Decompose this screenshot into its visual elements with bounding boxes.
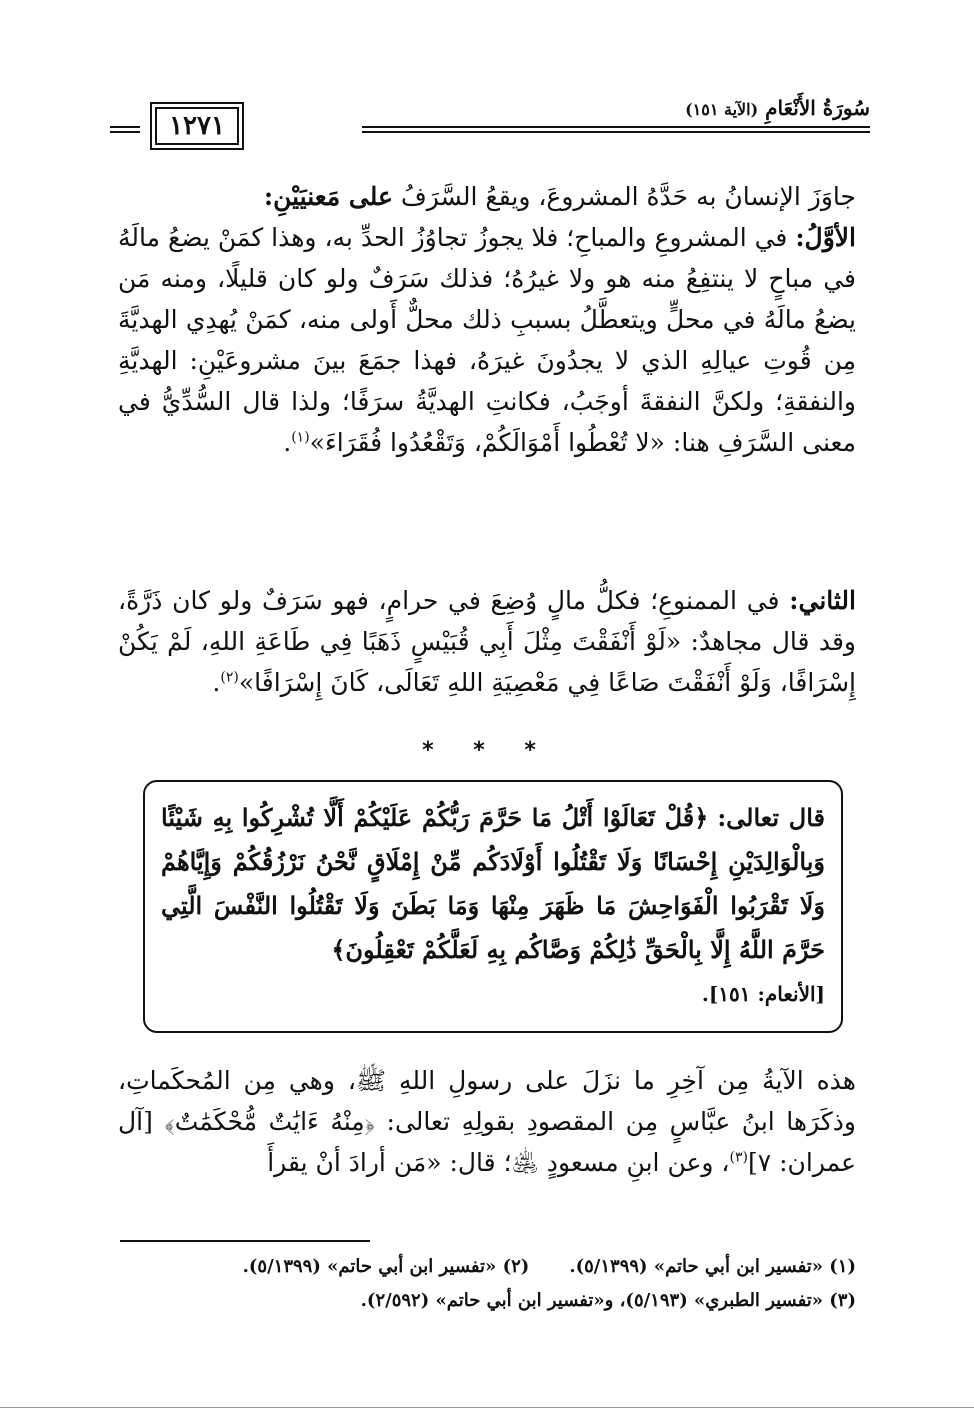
first-text: في المشروعِ والمباحِ؛ فلا يجوزُ تجاوُزُ الحدِّ به، وهذا كمَنْ يضعُ مالَهُ في مباحٍ لا ينتفِعُ منه هو ولا غيرُهُ؛ فذلك سَرَفٌ ولو كان قليلًا، ومنه مَن يضعُ مالَهُ في محلٍّ ويتعطَّلُ بسببِ ذلك محلٌّ أَولى منه، كمَنْ يُهدِي الهديَّةَ مِن قُوتِ عيالِهِ الذي لا يجدُونَ غيرَهُ، فهذا جمَعَ بينَ مشروعَيْنِ: الهديَّةِ والنفقةِ؛ ولكنَّ النفقةَ أوجَبُ، فكانتِ الهديَّةُ سرَفًا؛ ولذا قال السُّدِّيُّ في معنى السَّرَفِ هنا: «لا تُعْطُوا أَمْوَالَكُمْ، وَتَقْعُدُوا فُقَرَاءَ» [117, 223, 856, 457]
footnote-number: (١) [829, 1256, 856, 1277]
section-first-meanings [118, 176, 856, 463]
second-label: الثاني: [789, 586, 856, 615]
footnote-text: «تفسير الطبري» (٥/١٩٣)، و«تفسير ابن أبي حاتم» (٢/٥٩٢). [360, 1290, 823, 1311]
verse-intro: قال تعالى: [717, 803, 825, 832]
footnote-2 [243, 1250, 530, 1284]
footnote-divider [120, 1240, 370, 1242]
section-commentary [118, 1060, 856, 1183]
intro-bold: على مَعنيَيْنِ: [263, 182, 393, 211]
header-rule-right [362, 126, 870, 133]
section-separator: * * * [422, 738, 552, 763]
aya-reference: (الآية ١٥١) [685, 100, 759, 119]
footnote-text: «تفسير ابن أبي حاتم» (٥/١٣٩٩). [569, 1256, 823, 1277]
section-second-meaning [118, 580, 856, 703]
verse-box [143, 780, 843, 1033]
footnote-row [118, 1284, 856, 1318]
verse-reference: [الأنعام: ١٥١]. [701, 982, 825, 1006]
footnote-ref-1[interactable]: (١) [291, 429, 310, 446]
footnote-1 [569, 1250, 856, 1284]
second-end: . [212, 668, 221, 697]
surah-name: سُورَةُ الأَنْعَامِ [765, 96, 870, 120]
page-header [110, 96, 870, 156]
first-end: . [283, 428, 292, 457]
footnote-3 [361, 1284, 856, 1318]
footnote-row [118, 1250, 856, 1284]
intro-text: جاوَزَ الإنسانُ به حَدَّهُ المشروعَ، ويقعُ السَّرَفُ [400, 182, 856, 211]
header-rule-left [110, 126, 140, 133]
second-text: في الممنوعِ؛ فكلُّ مالٍ وُضِعَ في حرامٍ، فهو سَرَفٌ ولو كان ذَرَّةً، وقد قال مجاهدٌ: «لَوْ أَنْفَقْتَ مِثْلَ أَبِي قُبَيْسٍ ذَهَبًا فِي طَاعَةِ اللهِ، لَمْ يَكُنْ إِسْرَافًا، وَلَوْ أَنْفَقْتَ صَاعًا فِي مَعْصِيَةِ اللهِ تَعَالَى، كَانَ إِسْرَافًا» [118, 586, 856, 697]
footnote-ref-3[interactable]: (٣) [729, 1149, 748, 1166]
surah-title [685, 96, 870, 124]
scan-edge-line [0, 1407, 974, 1408]
commentary-end: ، وعن ابنِ مسعودٍ ﵁؛ قال: «مَن أرادَ أنْ يقرأَ [267, 1148, 730, 1177]
footnote-number: (٢) [502, 1256, 530, 1277]
footnote-ref-2[interactable]: (٢) [220, 669, 239, 686]
footnote-number: (٣) [829, 1290, 856, 1311]
verse-text: ﴿قُلْ تَعَالَوْا أَتْلُ مَا حَرَّمَ رَبُّكُمْ عَلَيْكُمْ أَلَّا تُشْرِكُوا بِهِ شَيْئًا وَبِالْوَالِدَيْنِ إِحْسَانًا وَلَا تَقْتُلُوا أَوْلَادَكُم مِّنْ إِمْلَاقٍ نَّحْنُ نَرْزُقُكُمْ وَإِيَّاهُمْ وَلَا تَقْرَبُوا الْفَوَاحِشَ مَا ظَهَرَ مِنْهَا وَمَا بَطَنَ وَلَا تَقْتُلُوا النَّفْسَ الَّتِي حَرَّمَ اللَّهُ إِلَّا بِالْحَقِّ ذَٰلِكُمْ وَصَّاكُم بِهِ لَعَلَّكُمْ تَعْقِلُونَ﴾ [161, 803, 825, 964]
first-label: الأوَّلُ: [795, 223, 856, 252]
commentary-text: هذه الآيةُ مِن آخِرِ ما نزَلَ على رسولِ اللهِ ﷺ، وهي مِن المُحكَماتِ، وذكَرَها ابنُ عبَّاسٍ مِن المقصودِ بقولِهِ تعالى: ﴿مِنْهُ ءَايَٰتٌ مُّحْكَمَٰتٌ﴾ [آل عمران: ٧] [118, 1066, 856, 1177]
footnotes [118, 1250, 856, 1318]
page-number: ١٢٧١ [150, 102, 244, 150]
footnote-text: «تفسير ابن أبي حاتم» (٥/١٣٩٩). [242, 1256, 497, 1277]
